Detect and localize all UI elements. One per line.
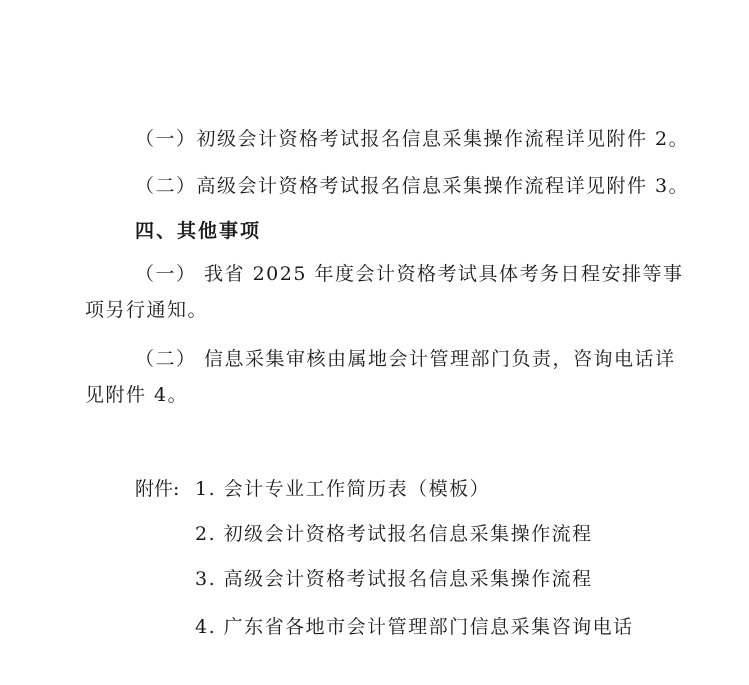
section4-item-1-line-1: （一） 我省 2025 年度会计资格考试具体考务日程安排等事: [135, 263, 684, 285]
section3-item-2: （二）高级会计资格考试报名信息采集操作流程详见附件 3。: [135, 175, 690, 197]
attachment-item-3: 3. 高级会计资格考试报名信息采集操作流程: [195, 568, 593, 590]
section4-item-2-line-2: 见附件 4。: [85, 384, 189, 406]
attachments-label: 附件:: [135, 478, 180, 500]
section4-heading: 四、其他事项: [135, 220, 262, 242]
attachment-item-1: 1. 会计专业工作简历表（模板）: [195, 478, 491, 500]
attachment-item-2: 2. 初级会计资格考试报名信息采集操作流程: [195, 523, 593, 545]
section3-item-1: （一）初级会计资格考试报名信息采集操作流程详见附件 2。: [135, 128, 690, 150]
attachment-item-4: 4. 广东省各地市会计管理部门信息采集咨询电话: [195, 616, 634, 638]
section4-item-1-line-2: 项另行通知。: [85, 299, 209, 321]
section4-item-2-line-1: （二） 信息采集审核由属地会计管理部门负责，咨询电话详: [135, 348, 676, 370]
